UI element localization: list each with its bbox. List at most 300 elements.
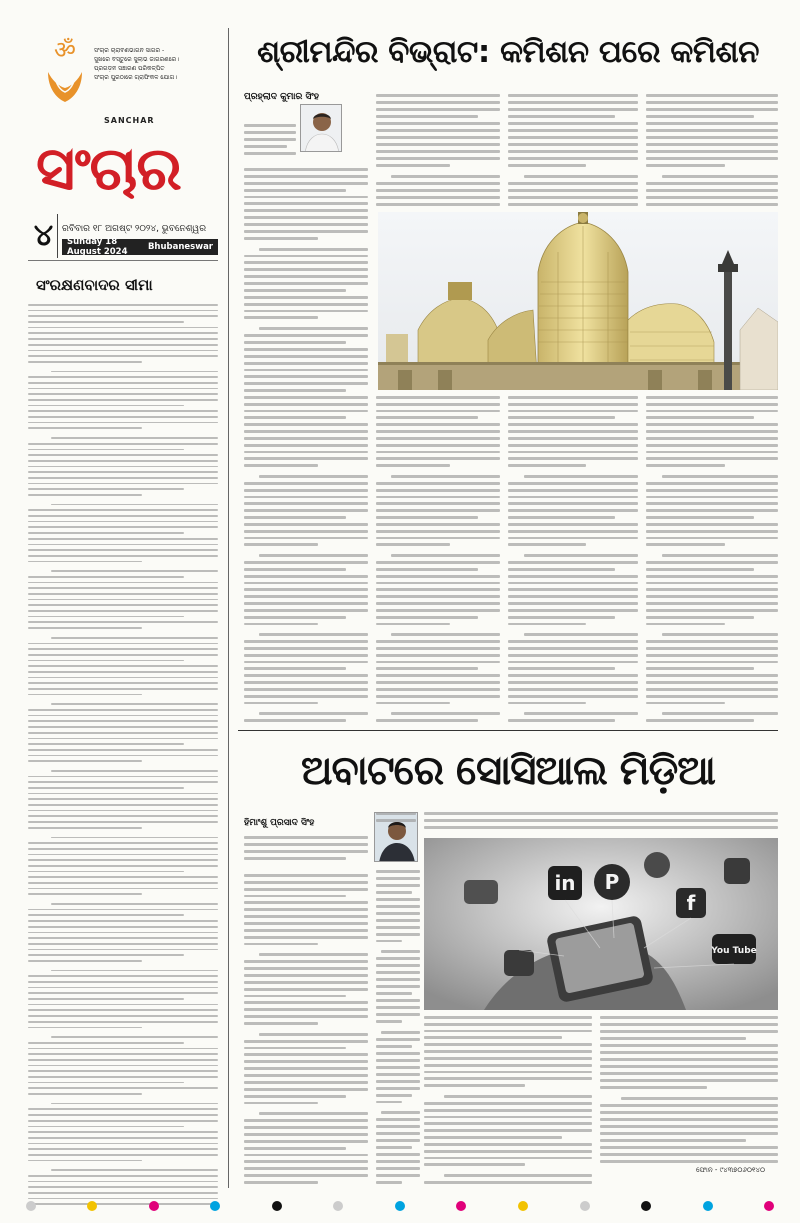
text-line [259, 554, 368, 557]
second-story-column-3 [424, 1016, 592, 1184]
text-line [508, 444, 638, 447]
text-line [508, 423, 638, 426]
text-line [28, 682, 218, 684]
text-line [28, 888, 218, 890]
text-line [244, 268, 368, 271]
text-line [600, 1118, 778, 1121]
text-line [28, 321, 184, 323]
lead-story-column-1b [244, 396, 368, 722]
text-line [646, 396, 778, 399]
text-line [424, 1057, 592, 1060]
text-line [376, 971, 420, 974]
text-line [51, 837, 218, 839]
text-line [28, 1192, 218, 1194]
text-line [424, 1030, 592, 1033]
text-line [646, 595, 778, 598]
text-line [244, 375, 368, 378]
text-line [391, 712, 500, 715]
text-line [508, 609, 638, 612]
text-line [28, 544, 218, 546]
text-line [424, 1136, 562, 1139]
text-line [244, 1174, 368, 1177]
text-line [51, 437, 218, 439]
text-line [244, 124, 296, 127]
text-line [244, 355, 368, 358]
text-line [244, 568, 346, 571]
text-line [646, 423, 778, 426]
text-line [28, 555, 218, 557]
text-line [28, 1160, 142, 1162]
text-line [646, 189, 778, 192]
text-line [244, 175, 368, 178]
text-line [244, 496, 368, 499]
text-line [391, 633, 500, 636]
text-line [244, 588, 368, 591]
text-line [28, 920, 218, 922]
text-line [424, 1150, 592, 1153]
text-line [28, 893, 142, 895]
text-line [244, 296, 368, 299]
text-line [259, 953, 368, 956]
jagannath-temple-photo [378, 212, 778, 390]
text-line [244, 661, 368, 664]
text-line [28, 1076, 218, 1078]
text-line [28, 943, 218, 945]
text-line [244, 1160, 368, 1163]
text-line [28, 315, 218, 317]
text-line [244, 303, 368, 306]
text-line [646, 122, 778, 125]
text-line [376, 464, 450, 467]
text-line [508, 136, 638, 139]
text-line [444, 1174, 592, 1177]
text-line [259, 712, 368, 715]
text-line [424, 1157, 592, 1160]
text-line [28, 604, 218, 606]
text-line [662, 633, 778, 636]
text-line [28, 998, 184, 1000]
text-line [244, 182, 368, 185]
registration-dot [87, 1201, 97, 1211]
text-line [244, 595, 368, 598]
text-line [376, 203, 500, 206]
text-line [28, 494, 142, 496]
text-line [244, 960, 368, 963]
text-line [259, 327, 368, 330]
text-line [424, 1064, 592, 1067]
text-line [376, 1020, 402, 1023]
brand-name-english: SANCHAR [104, 116, 155, 125]
text-line [28, 627, 142, 629]
text-line [646, 654, 778, 657]
text-line [244, 382, 368, 385]
text-line [244, 444, 368, 447]
text-line [646, 609, 778, 612]
text-line [244, 1147, 346, 1150]
text-line [376, 905, 420, 908]
dateline-bar [62, 239, 218, 255]
text-line [28, 776, 218, 778]
text-line [376, 482, 500, 485]
text-line [244, 1140, 368, 1143]
text-line [508, 396, 638, 399]
text-line [444, 1095, 592, 1098]
text-line [51, 770, 218, 772]
text-line [424, 1181, 592, 1184]
text-line [28, 521, 218, 523]
second-byline: ହିମାଂଶୁ ପ୍ରସାଦ ସିଂହ [244, 818, 315, 828]
second-story-intro-text [244, 836, 368, 868]
text-line [376, 509, 500, 512]
text-line [28, 709, 218, 711]
text-line [28, 821, 218, 823]
text-line [376, 1052, 420, 1055]
text-line [508, 129, 638, 132]
text-line [244, 275, 368, 278]
text-line [244, 681, 368, 684]
text-line [244, 489, 368, 492]
text-line [28, 1093, 142, 1095]
text-line [381, 1111, 420, 1114]
text-line [646, 416, 754, 419]
text-line [244, 974, 368, 977]
text-line [508, 464, 586, 467]
text-line [51, 1036, 218, 1038]
text-line [376, 396, 500, 399]
text-line [28, 981, 218, 983]
footer-contact: ଫୋନ - ୯୪୩୭୦୬୦୧୪୦ [696, 1166, 766, 1174]
text-line [28, 798, 218, 800]
text-line [244, 168, 368, 171]
text-line [51, 371, 218, 373]
text-line [28, 815, 218, 817]
registration-dot [764, 1201, 774, 1211]
text-line [646, 403, 778, 406]
text-line [376, 164, 450, 167]
text-line [646, 623, 725, 626]
print-registration-marks [0, 1196, 800, 1216]
text-line [244, 609, 368, 612]
text-line [244, 216, 368, 219]
text-line [244, 416, 346, 419]
lead-story-column-2 [376, 94, 500, 208]
text-line [376, 602, 500, 605]
text-line [28, 937, 218, 939]
text-line [244, 341, 346, 344]
text-line [244, 362, 368, 365]
text-line [508, 640, 638, 643]
text-line [376, 423, 500, 426]
text-line [51, 570, 218, 572]
text-line [28, 460, 218, 462]
text-line [621, 1097, 778, 1100]
text-line [28, 1175, 218, 1177]
text-line [424, 819, 778, 822]
text-line [376, 523, 500, 526]
text-line [424, 1036, 562, 1039]
text-line [424, 826, 778, 829]
text-line [244, 316, 318, 319]
social-media-illustration-photo [424, 838, 778, 1010]
text-line [646, 568, 754, 571]
text-line [508, 647, 638, 650]
text-line [244, 282, 368, 285]
text-line [376, 702, 450, 705]
text-line [28, 1143, 218, 1145]
text-line [508, 543, 586, 546]
text-line [28, 854, 218, 856]
text-line [376, 695, 500, 698]
text-line [508, 489, 638, 492]
text-line [508, 203, 638, 206]
text-line [28, 399, 218, 401]
text-line [28, 393, 218, 395]
text-line [646, 101, 778, 104]
text-line [244, 189, 346, 192]
text-line [28, 515, 218, 517]
text-line [376, 1181, 402, 1184]
text-line [376, 999, 420, 1002]
second-headline: ଅବାଟରେ ସୋସିଆଲ ମିଡ଼ିଆ [300, 748, 715, 794]
text-line [424, 812, 778, 815]
text-line [381, 950, 420, 953]
dateline-english: Sunday 18 August 2024 [67, 237, 128, 257]
text-line [28, 743, 184, 745]
text-line [28, 848, 218, 850]
text-line [244, 1088, 368, 1091]
text-line [244, 881, 368, 884]
text-line [28, 327, 218, 329]
text-line [28, 610, 218, 612]
text-line [381, 1031, 420, 1034]
lead-story-column-5 [376, 396, 500, 722]
text-line [244, 509, 368, 512]
svg-text:ॐ: ॐ [54, 36, 76, 64]
social-icon-linkedin: in [554, 871, 576, 895]
text-line [646, 437, 778, 440]
text-line [508, 667, 615, 670]
text-line [508, 143, 638, 146]
text-line [244, 850, 368, 853]
text-line [244, 543, 318, 546]
text-line [28, 926, 218, 928]
social-icon-facebook: f [686, 891, 696, 915]
text-line [508, 561, 638, 564]
text-line [376, 919, 420, 922]
text-line [376, 530, 500, 533]
text-line [376, 623, 450, 626]
text-line [28, 1059, 218, 1061]
text-line [376, 1013, 420, 1016]
text-line [424, 1016, 592, 1019]
text-line [28, 882, 218, 884]
text-line [244, 1047, 346, 1050]
text-line [646, 688, 778, 691]
text-line [376, 157, 500, 160]
newspaper-logo: ସଂଚାର [36, 134, 181, 204]
text-line [508, 150, 638, 153]
text-line [376, 516, 478, 519]
text-line [424, 1077, 592, 1080]
text-line [244, 654, 368, 657]
text-line [28, 914, 184, 916]
text-line [28, 310, 218, 312]
text-line [508, 530, 638, 533]
lead-story-column-1 [244, 168, 368, 392]
text-line [28, 427, 142, 429]
text-line [28, 454, 218, 456]
text-line [376, 819, 416, 822]
text-line [508, 719, 615, 722]
text-line [244, 430, 368, 433]
text-line [376, 1059, 420, 1062]
story-divider [238, 730, 778, 731]
text-line [524, 475, 638, 478]
text-line [28, 488, 184, 490]
text-line [244, 209, 368, 212]
text-line [259, 1112, 368, 1115]
text-line [28, 1186, 218, 1188]
text-line [51, 1169, 218, 1171]
text-line [508, 523, 638, 526]
text-line [376, 978, 420, 981]
text-line [28, 804, 218, 806]
text-line [28, 842, 218, 844]
text-line [508, 674, 638, 677]
text-line [646, 150, 778, 153]
text-line [28, 355, 218, 357]
text-line [376, 561, 500, 564]
text-line [51, 970, 218, 972]
text-line [244, 1067, 368, 1070]
text-line [244, 482, 368, 485]
registration-dot [518, 1201, 528, 1211]
text-line [376, 647, 500, 650]
text-line [259, 248, 368, 251]
text-line [508, 457, 638, 460]
column-divider [228, 28, 229, 1188]
tagline-line: ସୁଖରେ ବସ୍ତୁରେ ସୁଲାଭ ଜାଗରଣରେ। [94, 56, 179, 63]
text-line [600, 1160, 778, 1163]
text-line [244, 237, 318, 240]
text-line [646, 640, 778, 643]
registration-dot [641, 1201, 651, 1211]
lead-story-column-3 [508, 94, 638, 208]
text-line [244, 674, 368, 677]
text-line [28, 1053, 218, 1055]
text-line [28, 1021, 218, 1023]
text-line [244, 640, 368, 643]
text-line [376, 654, 500, 657]
text-line [508, 437, 638, 440]
text-line [376, 985, 420, 988]
text-line [376, 667, 478, 670]
lead-byline: ପ୍ରହ୍ଲାଦ କୁମାର ସିଂହ [244, 92, 319, 102]
text-line [600, 1072, 778, 1075]
text-line [244, 943, 318, 946]
text-line [244, 874, 368, 877]
text-line [646, 674, 778, 677]
text-line [508, 695, 638, 698]
text-line [244, 403, 368, 406]
text-line [51, 703, 218, 705]
text-line [376, 1146, 412, 1149]
text-line [28, 1137, 218, 1139]
text-line [376, 992, 412, 995]
text-line [376, 1132, 420, 1135]
text-line [259, 475, 368, 478]
text-line [376, 182, 500, 185]
text-line [28, 593, 218, 595]
text-line [28, 483, 218, 485]
text-line [244, 895, 346, 898]
registration-dot [703, 1201, 713, 1211]
text-line [244, 138, 296, 141]
text-line [376, 1125, 420, 1128]
text-line [508, 451, 638, 454]
text-line [28, 416, 218, 418]
text-line [244, 523, 368, 526]
text-line [376, 1045, 412, 1048]
text-line [508, 661, 638, 664]
text-line [376, 136, 500, 139]
text-line [508, 403, 638, 406]
text-line [508, 496, 638, 499]
text-line [244, 196, 368, 199]
text-line [424, 1084, 525, 1087]
text-line [376, 1118, 420, 1121]
text-line [524, 712, 638, 715]
text-line [244, 1167, 368, 1170]
text-line [424, 1129, 592, 1132]
text-line [28, 732, 218, 734]
text-line [376, 1087, 420, 1090]
text-line [646, 509, 778, 512]
text-line [376, 575, 500, 578]
text-line [28, 909, 218, 911]
text-line [244, 857, 346, 860]
text-line [244, 582, 368, 585]
text-line [508, 122, 638, 125]
text-line [244, 1008, 368, 1011]
text-line [376, 502, 500, 505]
text-line [28, 576, 184, 578]
text-line [244, 1053, 368, 1056]
text-line [259, 1033, 368, 1036]
text-line [244, 255, 368, 258]
text-line [244, 667, 346, 670]
text-line [376, 1101, 402, 1104]
text-line [646, 164, 725, 167]
text-line [646, 108, 778, 111]
text-line [524, 554, 638, 557]
text-line [28, 760, 142, 762]
text-line [244, 888, 368, 891]
second-story-top-text [424, 812, 778, 834]
text-line [28, 987, 218, 989]
text-line [28, 865, 218, 867]
page-number: ୪ [30, 214, 58, 258]
text-line [662, 712, 778, 715]
text-line [28, 1131, 218, 1133]
text-line [28, 1070, 218, 1072]
text-line [508, 688, 638, 691]
text-line [376, 101, 500, 104]
text-line [244, 936, 368, 939]
registration-dot [580, 1201, 590, 1211]
dateline-city: Bhubaneswar [147, 242, 213, 252]
text-line [646, 523, 778, 526]
